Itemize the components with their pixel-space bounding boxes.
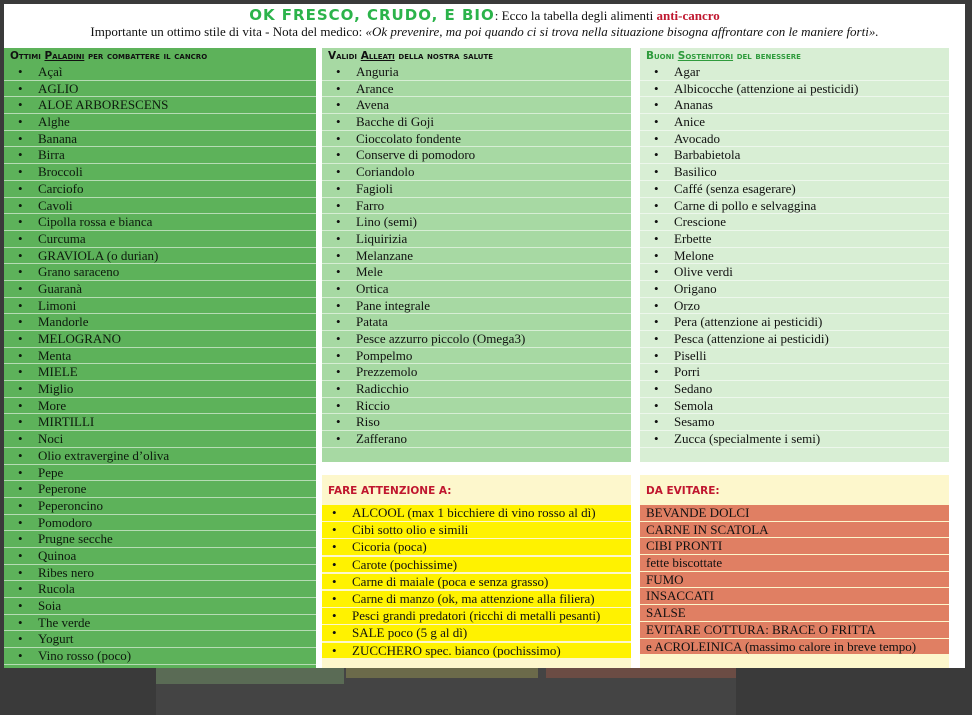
food-list	[640, 64, 949, 448]
list-item: • Farro	[322, 198, 631, 215]
column-title	[322, 48, 631, 64]
list-item: • Origano	[640, 281, 949, 298]
list-item: • ALCOOL (max 1 bicchiere di vino rosso al dì)	[322, 505, 631, 522]
list-item: • Piselli	[640, 348, 949, 365]
list-item: • Pane integrale	[322, 298, 631, 315]
list-item: • Olio extravergine d’oliva	[4, 448, 316, 465]
list-item: • Limoni	[4, 298, 316, 315]
list-item: • Sesamo	[640, 414, 949, 431]
column-title	[640, 48, 949, 64]
list-item: • Vino rosso (poco)	[4, 648, 316, 665]
list-item: • Arance	[322, 81, 631, 98]
list-item: • Coriandolo	[322, 164, 631, 181]
title-post: della nostra salute	[394, 50, 494, 62]
list-item: • Broccoli	[4, 164, 316, 181]
food-list	[4, 64, 316, 665]
list-item: • Pesce azzurro piccolo (Omega3)	[322, 331, 631, 348]
subtitle-line	[4, 24, 965, 40]
column-paladini	[4, 48, 316, 668]
column-title	[4, 48, 316, 64]
list-item: • Quinoa	[4, 548, 316, 565]
list-item: • Grano saraceno	[4, 264, 316, 281]
list-item: • Prugne secche	[4, 531, 316, 548]
list-item: e ACROLEINICA (massimo calore in breve tempo)	[640, 639, 949, 656]
food-table-sheet	[4, 4, 965, 668]
list-item: FUMO	[640, 572, 949, 589]
list-item: • ZUCCHERO spec. bianco (pochissimo)	[322, 643, 631, 660]
list-item: • Carciofo	[4, 181, 316, 198]
list-item: • Carne di manzo (ok, ma attenzione alla filiera)	[322, 591, 631, 608]
list-item: • Crescione	[640, 214, 949, 231]
list-item: • Ribes nero	[4, 565, 316, 582]
list-item: • Ortica	[322, 281, 631, 298]
list-item: • Fagioli	[322, 181, 631, 198]
list-item: • Cibi sotto olio e simili	[322, 522, 631, 539]
list-item: • MIRTILLI	[4, 414, 316, 431]
list-item: • Zucca (specialmente i semi)	[640, 431, 949, 448]
title-pre: Validi	[328, 50, 361, 62]
title-text: : Ecco la tabella degli alimenti	[494, 8, 657, 23]
list-item: • AGLIO	[4, 81, 316, 98]
list-item: • Erbette	[640, 231, 949, 248]
brand-title: OK FRESCO, CRUDO, E BIO	[249, 6, 495, 24]
title-underlined: Sostenitori	[677, 50, 734, 62]
list-item: • Riccio	[322, 398, 631, 415]
list-item: • Sedano	[640, 381, 949, 398]
list-item: • SALE poco (5 g al dì)	[322, 625, 631, 642]
list-item: • Orzo	[640, 298, 949, 315]
list-item: • Anguria	[322, 64, 631, 81]
header	[4, 4, 965, 48]
avoid-list	[640, 505, 949, 655]
list-item: • Soia	[4, 598, 316, 615]
list-item: • Anice	[640, 114, 949, 131]
list-item: • Riso	[322, 414, 631, 431]
column-sostenitori	[640, 48, 949, 462]
list-item: • Melone	[640, 248, 949, 265]
list-item: • Pomodoro	[4, 515, 316, 532]
list-item: • Agar	[640, 64, 949, 81]
title-highlight: anti-cancro	[656, 8, 720, 23]
title-pre: Ottimi	[10, 50, 45, 62]
list-item: • Peperoncino	[4, 498, 316, 515]
list-item: • Avena	[322, 97, 631, 114]
list-item: • Porri	[640, 364, 949, 381]
list-item: • Rucola	[4, 581, 316, 598]
column-attenzione	[322, 475, 631, 668]
underlay-strip	[346, 668, 538, 678]
list-item: • Pompelmo	[322, 348, 631, 365]
list-item: • Curcuma	[4, 231, 316, 248]
title-underlined: Alleati	[360, 50, 395, 62]
list-item: • Conserve di pomodoro	[322, 147, 631, 164]
list-item: • Radicchio	[322, 381, 631, 398]
title-line	[4, 6, 965, 24]
list-item: • Miglio	[4, 381, 316, 398]
list-item: • Semola	[640, 398, 949, 415]
list-item: • Carote (pochissime)	[322, 557, 631, 574]
list-item: • Yogurt	[4, 631, 316, 648]
doctor-quote: «Ok prevenire, ma poi quando ci si trova nella situazione bisogna affrontare con le maniere forti».	[365, 24, 879, 39]
column-title: DA EVITARE:	[646, 485, 720, 497]
food-list	[322, 64, 631, 448]
list-item: • MELOGRANO	[4, 331, 316, 348]
list-item: • More	[4, 398, 316, 415]
list-item: • Birra	[4, 147, 316, 164]
list-item: BEVANDE DOLCI	[640, 505, 949, 522]
list-item: • Mandorle	[4, 314, 316, 331]
list-item: • Albicocche (attenzione ai pesticidi)	[640, 81, 949, 98]
list-item: • Olive verdi	[640, 264, 949, 281]
list-item: • Peperone	[4, 481, 316, 498]
list-item: • Bacche di Goji	[322, 114, 631, 131]
list-item: • Melanzane	[322, 248, 631, 265]
title-post: per combattere il cancro	[84, 50, 208, 62]
list-item: • Cicoria (poca)	[322, 539, 631, 556]
list-item: • Pera (attenzione ai pesticidi)	[640, 314, 949, 331]
list-item: SALSE	[640, 605, 949, 622]
list-item: EVITARE COTTURA: BRACE O FRITTA	[640, 622, 949, 639]
list-item: • Carne di maiale (poca e senza grasso)	[322, 574, 631, 591]
list-item: • Prezzemolo	[322, 364, 631, 381]
list-item: • GRAVIOLA (o durian)	[4, 248, 316, 265]
list-item: • The verde	[4, 615, 316, 632]
list-item: • Mele	[322, 264, 631, 281]
list-item: • Ananas	[640, 97, 949, 114]
list-item: CIBI PRONTI	[640, 538, 949, 555]
list-item: • Pesca (attenzione ai pesticidi)	[640, 331, 949, 348]
title-post: del benessere	[733, 50, 801, 62]
list-item: • Cavoli	[4, 198, 316, 215]
list-item: • Pesci grandi predatori (ricchi di metalli pesanti)	[322, 608, 631, 625]
list-item: • Zafferano	[322, 431, 631, 448]
list-item: • Avocado	[640, 131, 949, 148]
list-item: • Basilico	[640, 164, 949, 181]
list-item: • Menta	[4, 348, 316, 365]
underlay-strip	[546, 668, 736, 678]
list-item: • Cioccolato fondente	[322, 131, 631, 148]
title-pre: Buoni	[646, 50, 678, 62]
caution-list	[322, 505, 631, 659]
background-underlay	[156, 668, 736, 715]
list-item: • Lino (semi)	[322, 214, 631, 231]
list-item: • Pepe	[4, 465, 316, 482]
list-item: • Açaì	[4, 64, 316, 81]
list-item: fette biscottate	[640, 555, 949, 572]
title-underlined: Paladini	[44, 50, 85, 62]
list-item: INSACCATI	[640, 588, 949, 605]
list-item: • Guaranà	[4, 281, 316, 298]
subtitle-prefix: Importante un ottimo stile di vita - Nota del medico:	[90, 24, 366, 39]
list-item: • Liquirizia	[322, 231, 631, 248]
list-item: • ALOE ARBORESCENS	[4, 97, 316, 114]
column-title: FARE ATTENZIONE A:	[328, 485, 452, 497]
list-item: • MIELE	[4, 364, 316, 381]
list-item: • Cipolla rossa e bianca	[4, 214, 316, 231]
list-item: • Noci	[4, 431, 316, 448]
list-item: • Alghe	[4, 114, 316, 131]
list-item: • Caffé (senza esagerare)	[640, 181, 949, 198]
list-item: • Patata	[322, 314, 631, 331]
column-alleati	[322, 48, 631, 462]
list-item: • Carne di pollo e selvaggina	[640, 198, 949, 215]
underlay-strip	[156, 668, 344, 684]
list-item: CARNE IN SCATOLA	[640, 522, 949, 539]
list-item: • Banana	[4, 131, 316, 148]
column-evitare	[640, 475, 949, 668]
list-item: • Barbabietola	[640, 147, 949, 164]
